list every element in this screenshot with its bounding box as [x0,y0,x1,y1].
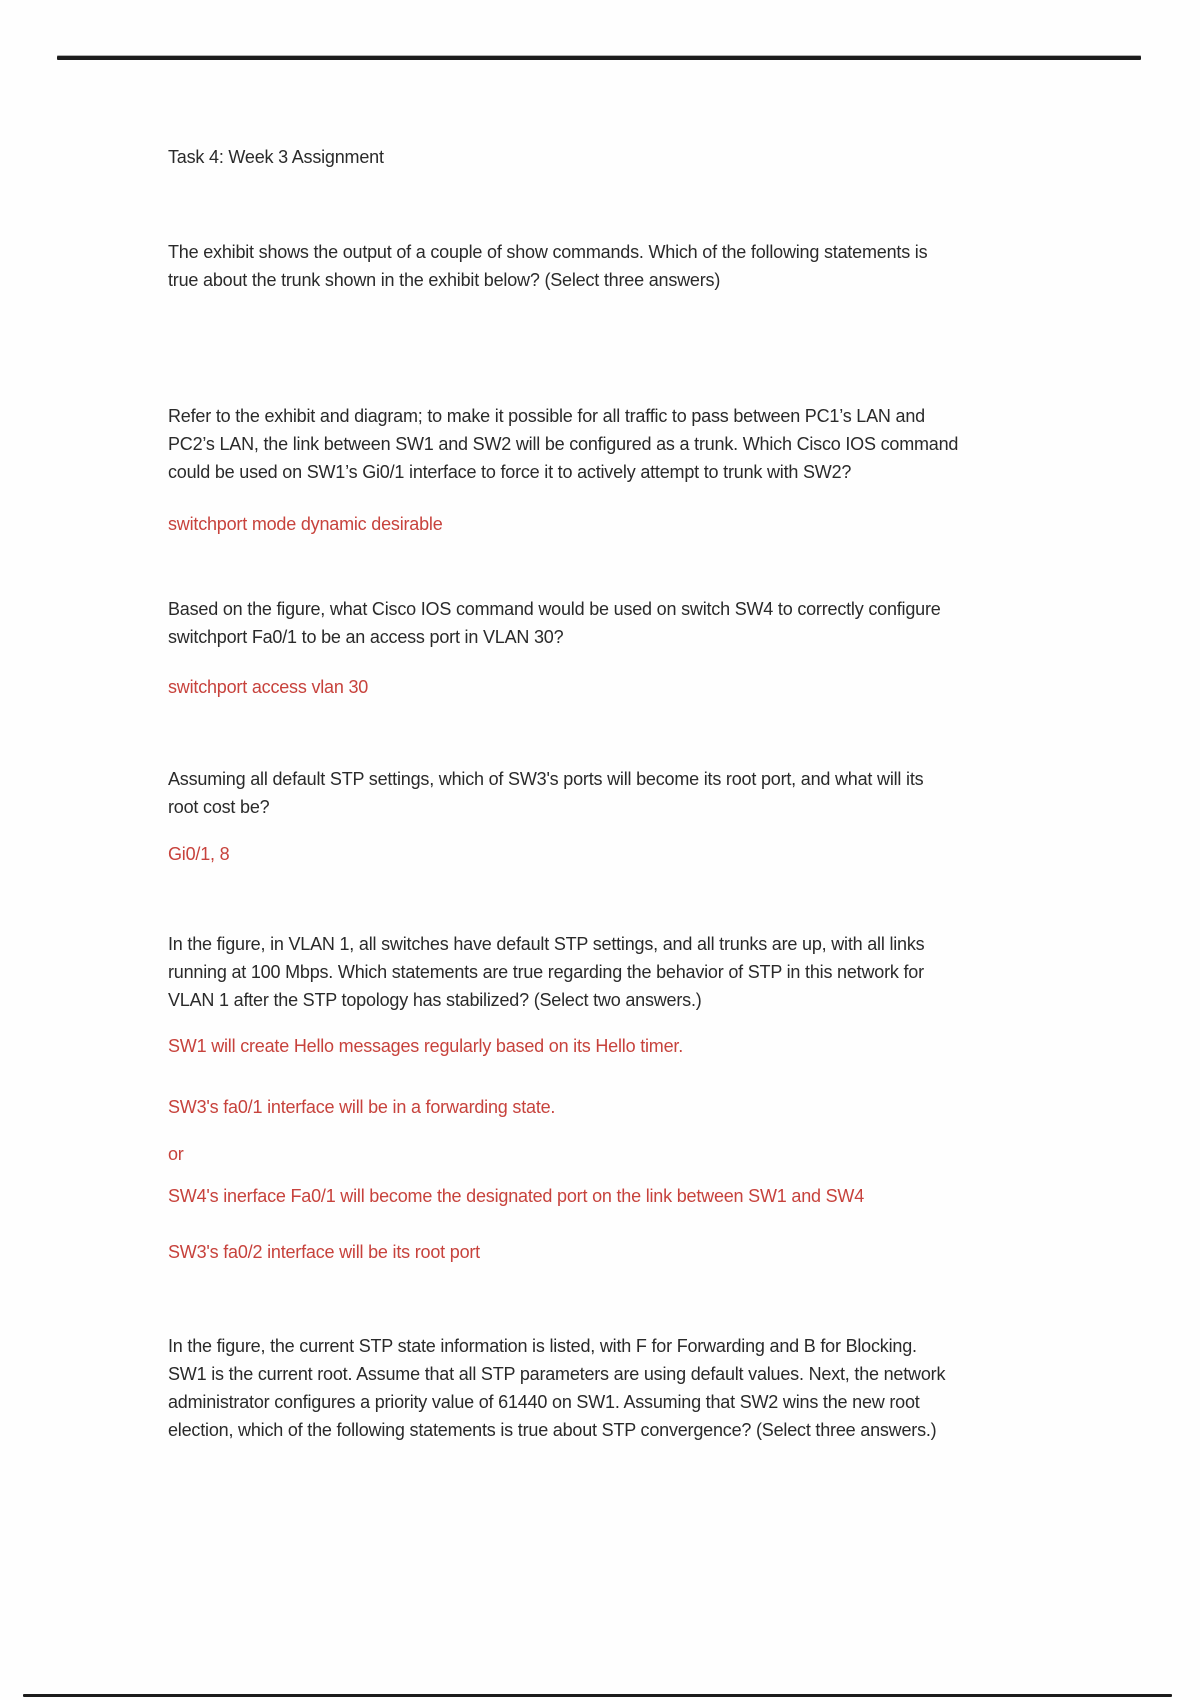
answer-line: SW3's fa0/1 interface will be in a forwarding state. [168,1097,556,1117]
answer-text [168,1182,864,1210]
assignment-title [168,143,384,171]
question-line: Refer to the exhibit and diagram; to make it possible for all traffic to pass between PC1’s LAN and [168,406,925,426]
question-line: could be used on SW1’s Gi0/1 interface to force it to actively attempt to trunk with SW2? [168,462,852,482]
question-line: Assuming all default STP settings, which of SW3's ports will become its root port, and what will its [168,769,924,789]
question-line: VLAN 1 after the STP topology has stabilized? (Select two answers.) [168,990,702,1010]
title-line: Task 4: Week 3 Assignment [168,147,384,167]
question-line: root cost be? [168,797,270,817]
question-paragraph [168,930,924,1014]
question-line: In the figure, the current STP state information is listed, with F for Forwarding and B for Blocking. [168,1336,917,1356]
answer-text [168,1140,184,1168]
question-paragraph [168,595,941,651]
answer-line: SW1 will create Hello messages regularly based on its Hello timer. [168,1036,684,1056]
question-line: Based on the figure, what Cisco IOS command would be used on switch SW4 to correctly configure [168,599,941,619]
answer-text [168,1093,555,1121]
question-line: running at 100 Mbps. Which statements are true regarding the behavior of STP in this network for [168,962,924,982]
answer-line: Gi0/1, 8 [168,844,230,864]
question-line: true about the trunk shown in the exhibit below? (Select three answers) [168,270,721,290]
answer-line: or [168,1144,184,1164]
question-line: election, which of the following statements is true about STP convergence? (Select three answers.) [168,1420,937,1440]
answer-line: switchport mode dynamic desirable [168,514,443,534]
question-line: The exhibit shows the output of a couple of show commands. Which of the following statements is [168,242,928,262]
question-paragraph [168,238,927,294]
question-paragraph [168,402,958,486]
answer-line: SW4's inerface Fa0/1 will become the designated port on the link between SW1 and SW4 [168,1186,865,1206]
question-line: switchport Fa0/1 to be an access port in VLAN 30? [168,627,564,647]
question-paragraph [168,1332,945,1444]
question-line: administrator configures a priority value of 61440 on SW1. Assuming that SW2 wins the new root [168,1392,920,1412]
answer-line: SW3's fa0/2 interface will be its root port [168,1242,480,1262]
top-horizontal-rule [57,56,1141,60]
question-line: PC2’s LAN, the link between SW1 and SW2 will be configured as a trunk. Which Cisco IOS command [168,434,959,454]
question-paragraph [168,765,923,821]
question-line: In the figure, in VLAN 1, all switches have default STP settings, and all trunks are up, with all links [168,934,925,954]
bottom-horizontal-rule [23,1694,1172,1697]
answer-line: switchport access vlan 30 [168,677,369,697]
question-line: SW1 is the current root. Assume that all STP parameters are using default values. Next, the network [168,1364,946,1384]
answer-text [168,1238,480,1266]
answer-text [168,673,368,701]
answer-text [168,840,229,868]
answer-text [168,1032,683,1060]
answer-text [168,510,443,538]
